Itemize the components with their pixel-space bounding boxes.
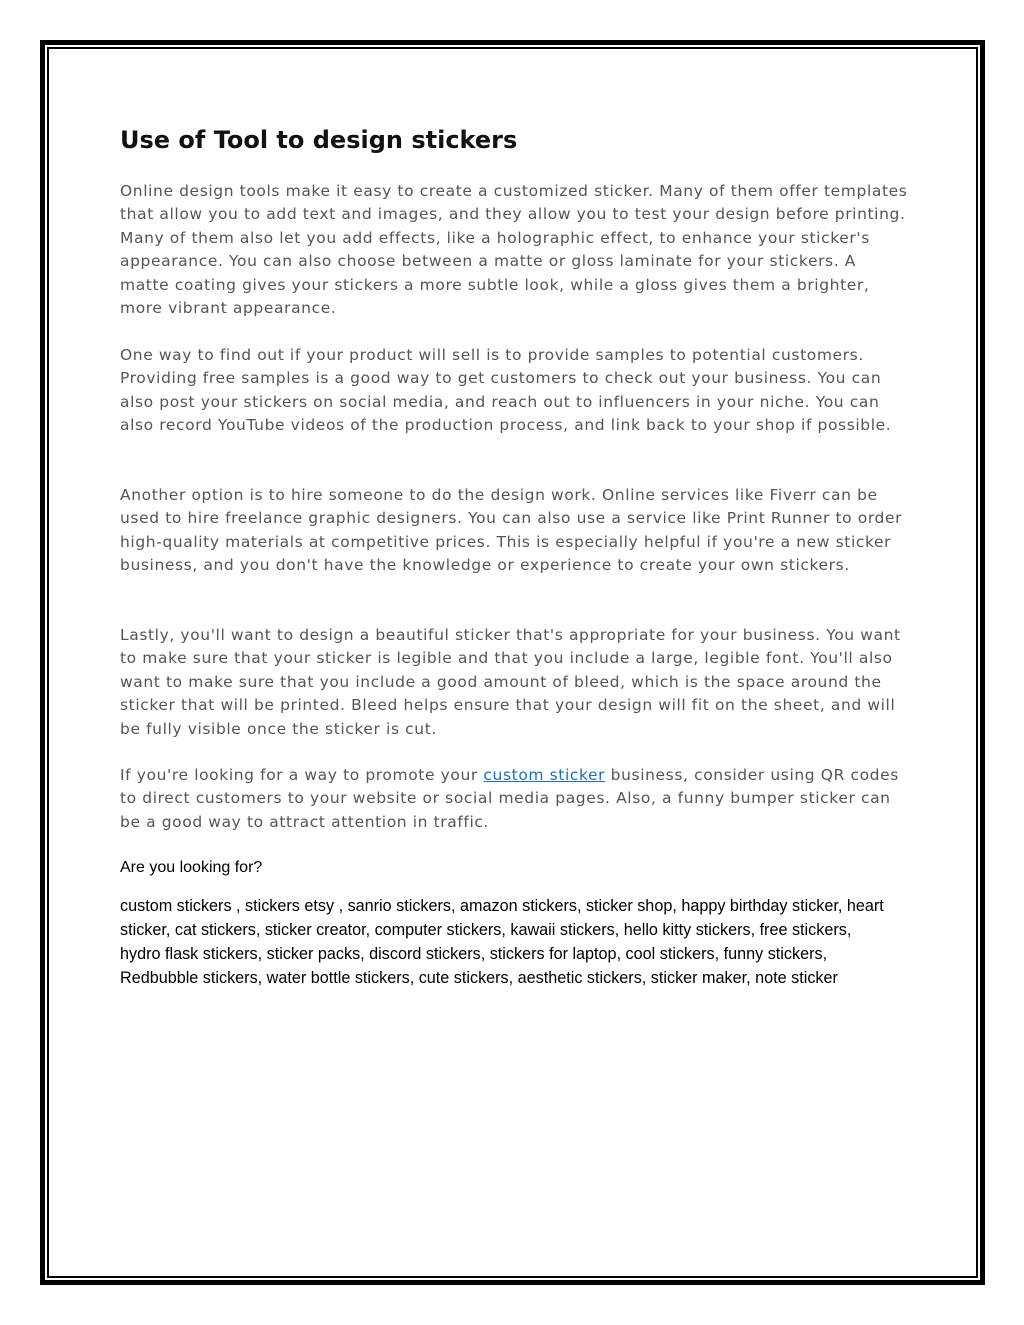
paragraph-hire-designer: Another option is to hire someone to do the design work. Online services like Fiverr can be used to hire freelance graphic designers. You can also use a service like Print Runner to order high-quality materials at competitive prices. This is especially helpful if you're a new sticker business, and you don't have the knowledge or experience to create your own stickers. xyxy=(120,486,903,575)
document-content xyxy=(120,118,910,987)
paragraph-promote xyxy=(120,764,910,834)
paragraph-promote-text-before: If you're looking for a way to promote your xyxy=(120,766,484,784)
paragraph-design-beautiful: Lastly, you'll want to design a beautiful sticker that's appropriate for your business. You want to make sure that your sticker is legible and that you include a large, legible font. You'll also want to make sure that you include a good amount of bleed, which is the space around the sticker that will be printed. Bleed helps ensure that your design will fit on the sheet, and will be fully visible once the sticker is cut. xyxy=(120,626,901,738)
question-heading: Are you looking for? xyxy=(120,859,263,876)
custom-sticker-link[interactable]: custom sticker xyxy=(483,766,606,784)
paragraph-design-tools: Online design tools make it easy to create a customized sticker. Many of them offer templates that allow you to add text and images, and they allow you to test your design before printing. Many of them also let you add effects, like a holographic effect, to enhance your sticker's appearance. You can also choose between a matte or gloss laminate for your stickers. A matte coating gives your stickers a more subtle look, while a gloss gives them a brighter, more vibrant appearance. xyxy=(120,182,908,318)
paragraph-promote-text-after: business, consider using QR codes to direct customers to your website or social media pages. Also, a funny bumper sticker can be a good way to attract attention in traffic. xyxy=(120,766,899,831)
page-title: Use of Tool to design stickers xyxy=(120,126,518,154)
keywords-list: custom stickers , stickers etsy , sanrio stickers, amazon stickers, sticker shop, happy birthday sticker, heart sticker, cat stickers, sticker creator, computer stickers, kawaii stickers, hello kitty stickers, free stickers, hydro flask stickers, sticker packs, discord stickers, stickers for laptop, cool stickers, funny stickers, Redbubble stickers, water bottle stickers, cute stickers, aesthetic stickers, sticker maker, note sticker xyxy=(120,897,884,987)
paragraph-samples: One way to find out if your product will sell is to provide samples to potential customers. Providing free samples is a good way to get customers to check out your business. You can also post your stickers on social media, and reach out to influencers in your niche. You can also record YouTube videos of the production process, and link back to your shop if possible. xyxy=(120,346,892,435)
